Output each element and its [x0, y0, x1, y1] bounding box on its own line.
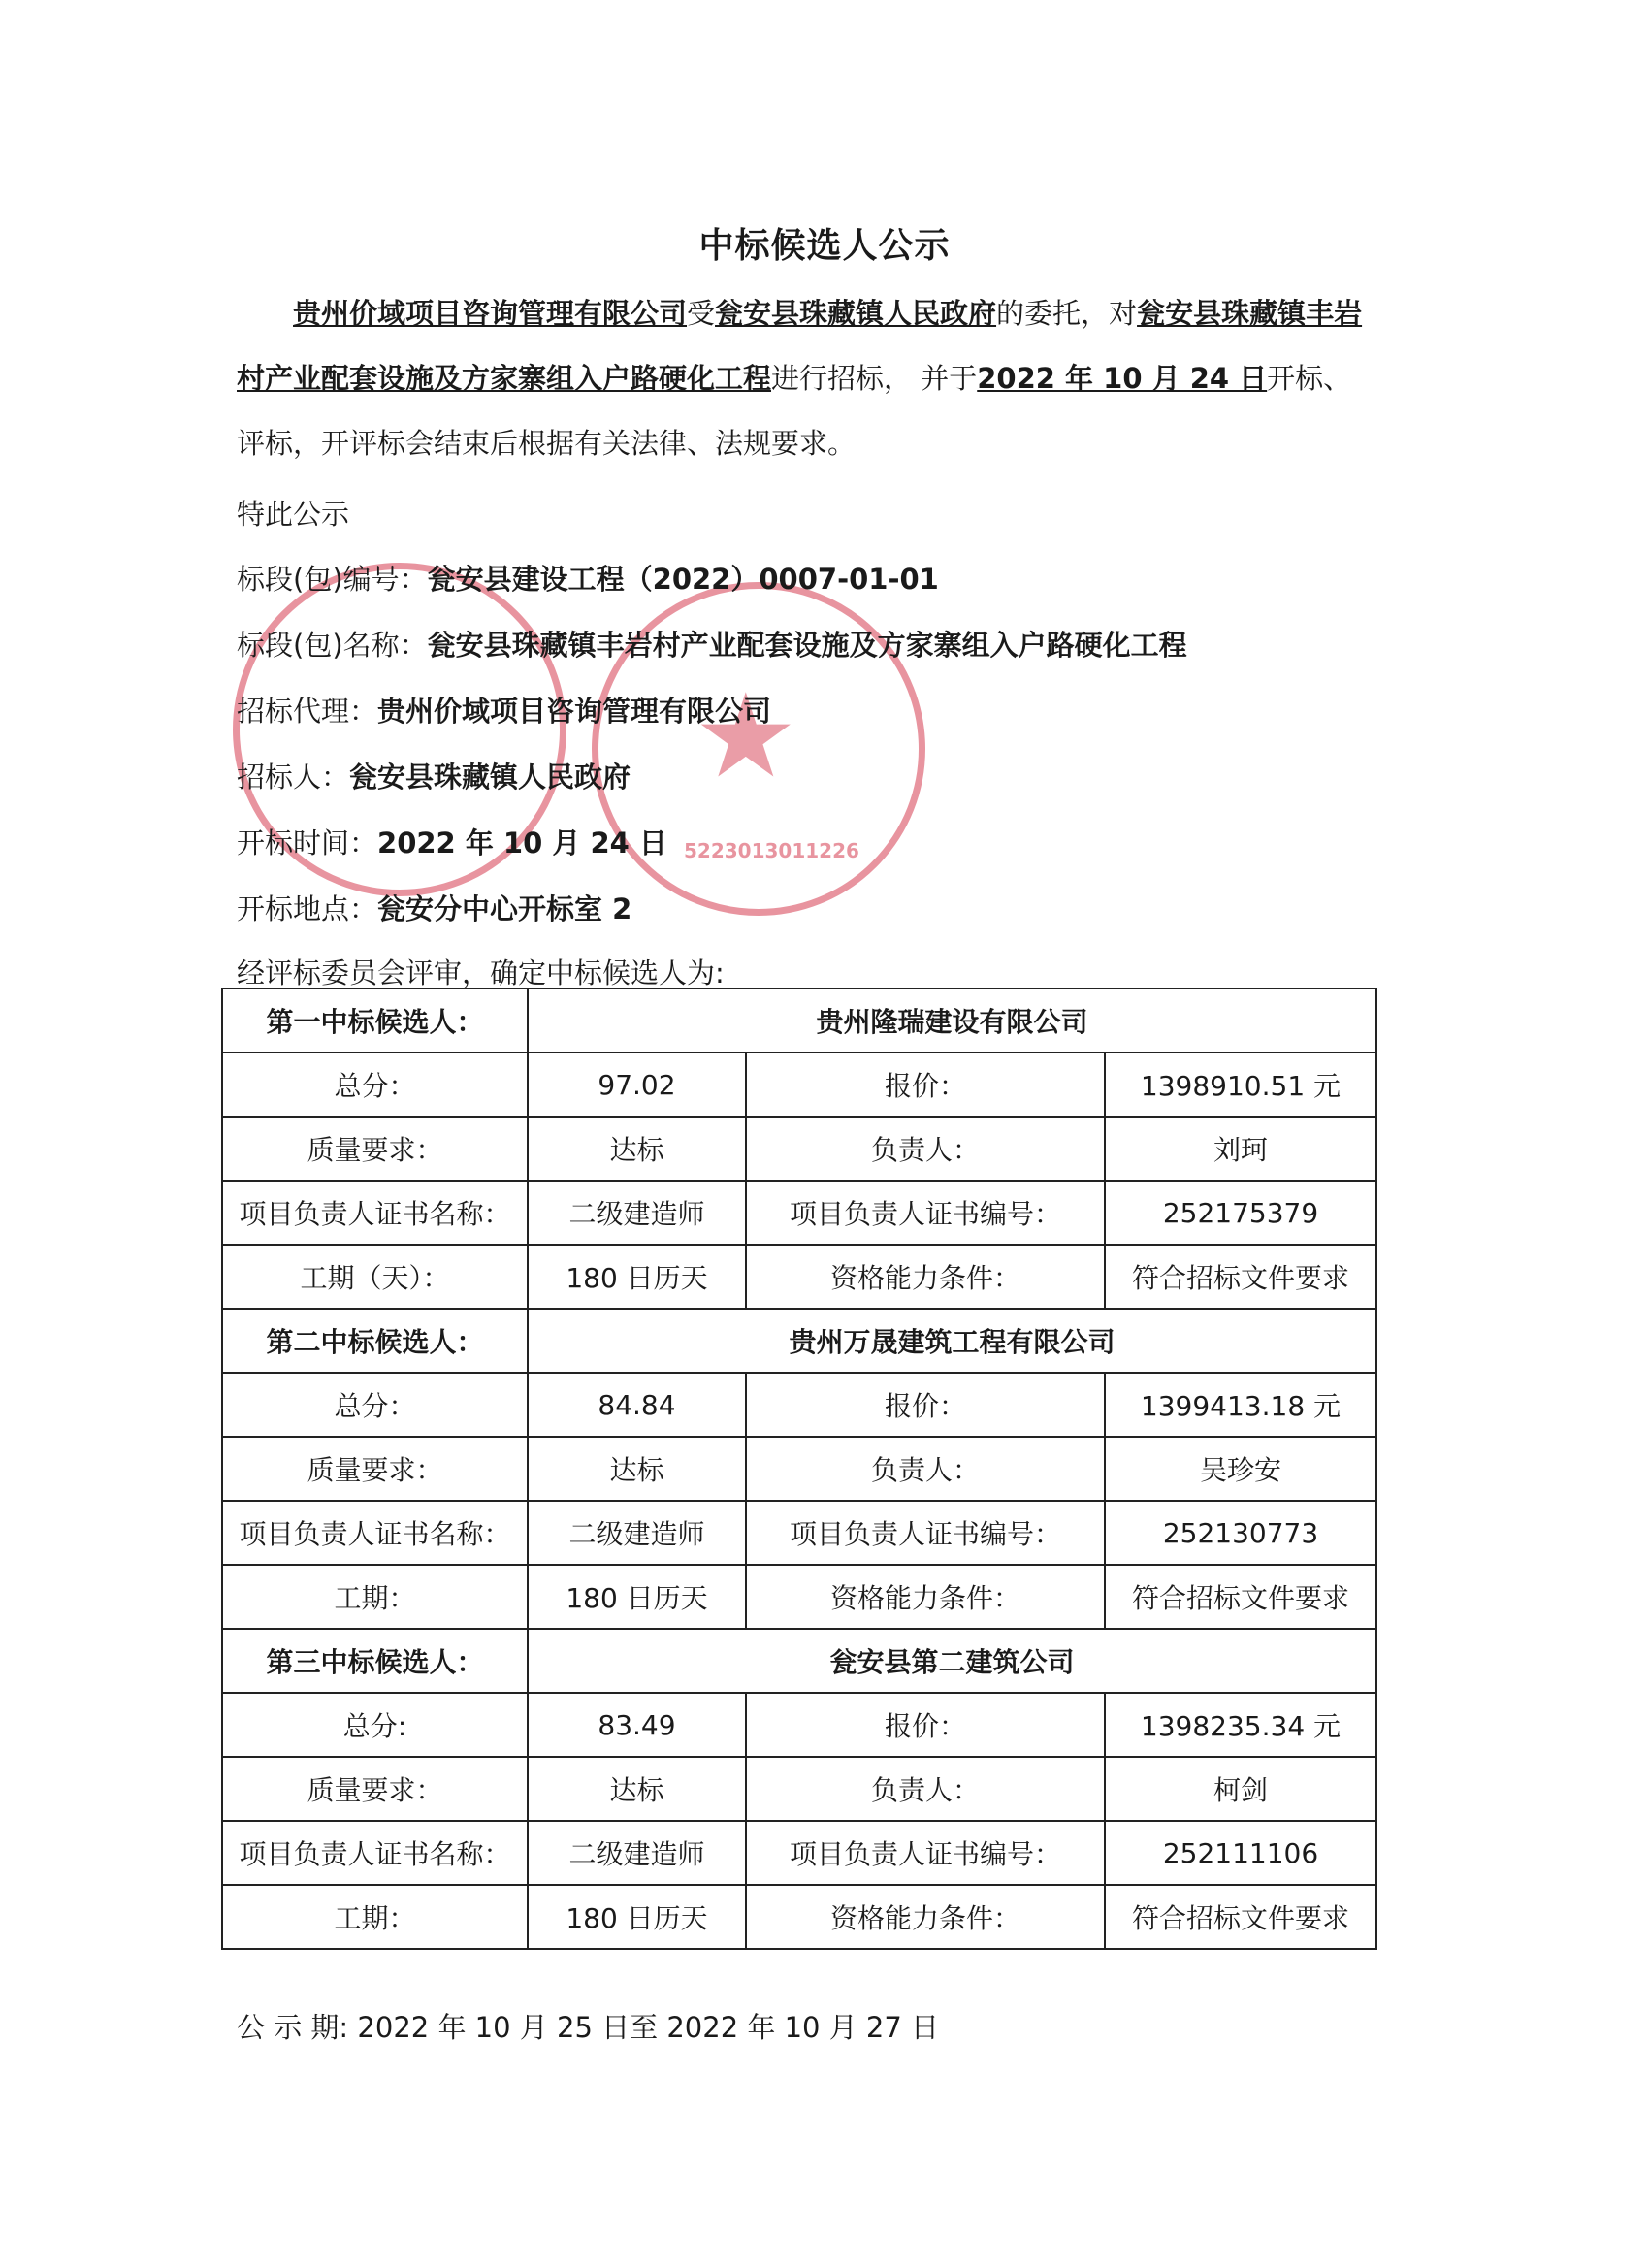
- field-value: 瓮安县建设工程（2022）0007-01-01: [427, 563, 939, 596]
- field-label: 开标地点：: [237, 892, 378, 925]
- period-value: 180 日历天: [528, 1885, 746, 1949]
- field-value: 2022 年 10 月 24 日: [377, 826, 667, 859]
- table-row: [222, 1117, 1376, 1181]
- table-row: [222, 988, 1376, 1053]
- qual-label: 资格能力条件：: [746, 1565, 1105, 1629]
- cert-no-value: 252111106: [1105, 1821, 1376, 1885]
- field-value: 瓮安分中心开标室 2: [377, 892, 632, 925]
- intro-date: 2022 年 10 月 24 日: [977, 362, 1268, 395]
- quality-value: 达标: [528, 1117, 746, 1181]
- period-value: 180 日历天: [528, 1245, 746, 1309]
- table-row: [222, 1245, 1376, 1309]
- field-label: 招标代理：: [237, 695, 378, 728]
- quality-label: 质量要求：: [222, 1117, 528, 1181]
- price-value: 1398235.34 元: [1105, 1693, 1376, 1757]
- table-row: [222, 1373, 1376, 1437]
- intro-agent: 贵州价域项目咨询管理有限公司: [293, 297, 688, 330]
- table-intro: 经评标委员会评审，确定中标候选人为:: [237, 956, 725, 989]
- cert-name-value: 二级建造师: [528, 1821, 746, 1885]
- table-row: [222, 1501, 1376, 1565]
- score-value: 97.02: [528, 1053, 746, 1117]
- score-value: 84.84: [528, 1373, 746, 1437]
- manager-value: 刘珂: [1105, 1117, 1376, 1181]
- candidate-company: 瓮安县第二建筑公司: [528, 1629, 1376, 1693]
- field-label: 标段(包)编号：: [237, 563, 428, 596]
- cert-no-label: 项目负责人证书编号：: [746, 1821, 1105, 1885]
- intro-text-2: 的委托，对: [996, 297, 1138, 330]
- special-notice: 特此公示: [237, 498, 350, 531]
- field-open-place: [237, 888, 631, 927]
- period-label: 工期：: [222, 1565, 528, 1629]
- quality-value: 达标: [528, 1757, 746, 1821]
- table-row: [222, 1437, 1376, 1501]
- field-value: 贵州价域项目咨询管理有限公司: [377, 695, 772, 728]
- candidate-company: 贵州万晟建筑工程有限公司: [528, 1309, 1376, 1373]
- manager-value: 柯剑: [1105, 1757, 1376, 1821]
- field-value: 瓮安县珠藏镇人民政府: [349, 761, 631, 794]
- qual-label: 资格能力条件：: [746, 1885, 1105, 1949]
- cert-name-label: 项目负责人证书名称：: [222, 1181, 528, 1245]
- seal-star-icon: ★: [694, 669, 798, 804]
- cert-name-label: 项目负责人证书名称：: [222, 1501, 528, 1565]
- cert-no-value: 252175379: [1105, 1181, 1376, 1245]
- field-section-name: [237, 624, 1187, 664]
- field-value: 瓮安县珠藏镇丰岩村产业配套设施及方家寨组入户路硬化工程: [427, 629, 1187, 662]
- candidate-company: 贵州隆瑞建设有限公司: [528, 988, 1376, 1053]
- manager-label: 负责人：: [746, 1757, 1105, 1821]
- score-label: 总分：: [222, 1373, 528, 1437]
- page-title: 中标候选人公示: [698, 226, 951, 266]
- qual-value: 符合招标文件要求: [1105, 1565, 1376, 1629]
- candidate-rank: 第三中标候选人：: [222, 1629, 528, 1693]
- intro-paragraph: [237, 281, 1372, 476]
- price-value: 1399413.18 元: [1105, 1373, 1376, 1437]
- qual-value: 符合招标文件要求: [1105, 1245, 1376, 1309]
- candidates-table: [221, 988, 1377, 1950]
- cert-no-value: 252130773: [1105, 1501, 1376, 1565]
- score-label: 总分:: [222, 1693, 528, 1757]
- quality-value: 达标: [528, 1437, 746, 1501]
- table-row: [222, 1565, 1376, 1629]
- cert-name-value: 二级建造师: [528, 1501, 746, 1565]
- intro-text-3: 进行招标， 并于: [771, 362, 978, 395]
- qual-value: 符合招标文件要求: [1105, 1885, 1376, 1949]
- period-label: 工期：: [222, 1885, 528, 1949]
- table-row: [222, 1885, 1376, 1949]
- candidate-rank: 第二中标候选人：: [222, 1309, 528, 1373]
- period-value: 180 日历天: [528, 1565, 746, 1629]
- field-tenderer: [237, 756, 630, 795]
- price-value: 1398910.51 元: [1105, 1053, 1376, 1117]
- field-label: 招标人：: [237, 761, 350, 794]
- candidate-rank: 第一中标候选人：: [222, 988, 528, 1053]
- table-row: [222, 1693, 1376, 1757]
- seal-number: 5223013011226: [684, 839, 859, 862]
- cert-name-value: 二级建造师: [528, 1181, 746, 1245]
- field-section-no: [237, 558, 939, 598]
- intro-text-4: 开标、评标，开评标会结束后根据有关法律、法规要求。: [237, 362, 1352, 460]
- cert-name-label: 项目负责人证书名称：: [222, 1821, 528, 1885]
- manager-label: 负责人：: [746, 1117, 1105, 1181]
- table-row: [222, 1309, 1376, 1373]
- score-label: 总分：: [222, 1053, 528, 1117]
- table-row: [222, 1757, 1376, 1821]
- table-row: [222, 1053, 1376, 1117]
- cert-no-label: 项目负责人证书编号：: [746, 1501, 1105, 1565]
- price-label: 报价：: [746, 1693, 1105, 1757]
- manager-value: 吴珍安: [1105, 1437, 1376, 1501]
- field-label: 标段(包)名称：: [237, 629, 428, 662]
- intro-project: 瓮安县珠藏镇丰岩村产业配套设施及方家寨组入户路硬化工程: [237, 297, 1363, 395]
- price-label: 报价：: [746, 1053, 1105, 1117]
- cert-no-label: 项目负责人证书编号：: [746, 1181, 1105, 1245]
- qual-label: 资格能力条件：: [746, 1245, 1105, 1309]
- field-open-time: [237, 822, 667, 861]
- quality-label: 质量要求：: [222, 1437, 528, 1501]
- price-label: 报价：: [746, 1373, 1105, 1437]
- publicity-period: 公 示 期: 2022 年 10 月 25 日至 2022 年 10 月 27 日: [237, 2011, 940, 2044]
- field-label: 开标时间：: [237, 826, 378, 859]
- table-row: [222, 1181, 1376, 1245]
- table-row: [222, 1629, 1376, 1693]
- quality-label: 质量要求：: [222, 1757, 528, 1821]
- manager-label: 负责人：: [746, 1437, 1105, 1501]
- period-label: 工期（天）：: [222, 1245, 528, 1309]
- score-value: 83.49: [528, 1693, 746, 1757]
- intro-tenderer: 瓮安县珠藏镇人民政府: [715, 297, 997, 330]
- table-row: [222, 1821, 1376, 1885]
- intro-text-1: 受: [687, 297, 716, 330]
- field-agent: [237, 690, 771, 729]
